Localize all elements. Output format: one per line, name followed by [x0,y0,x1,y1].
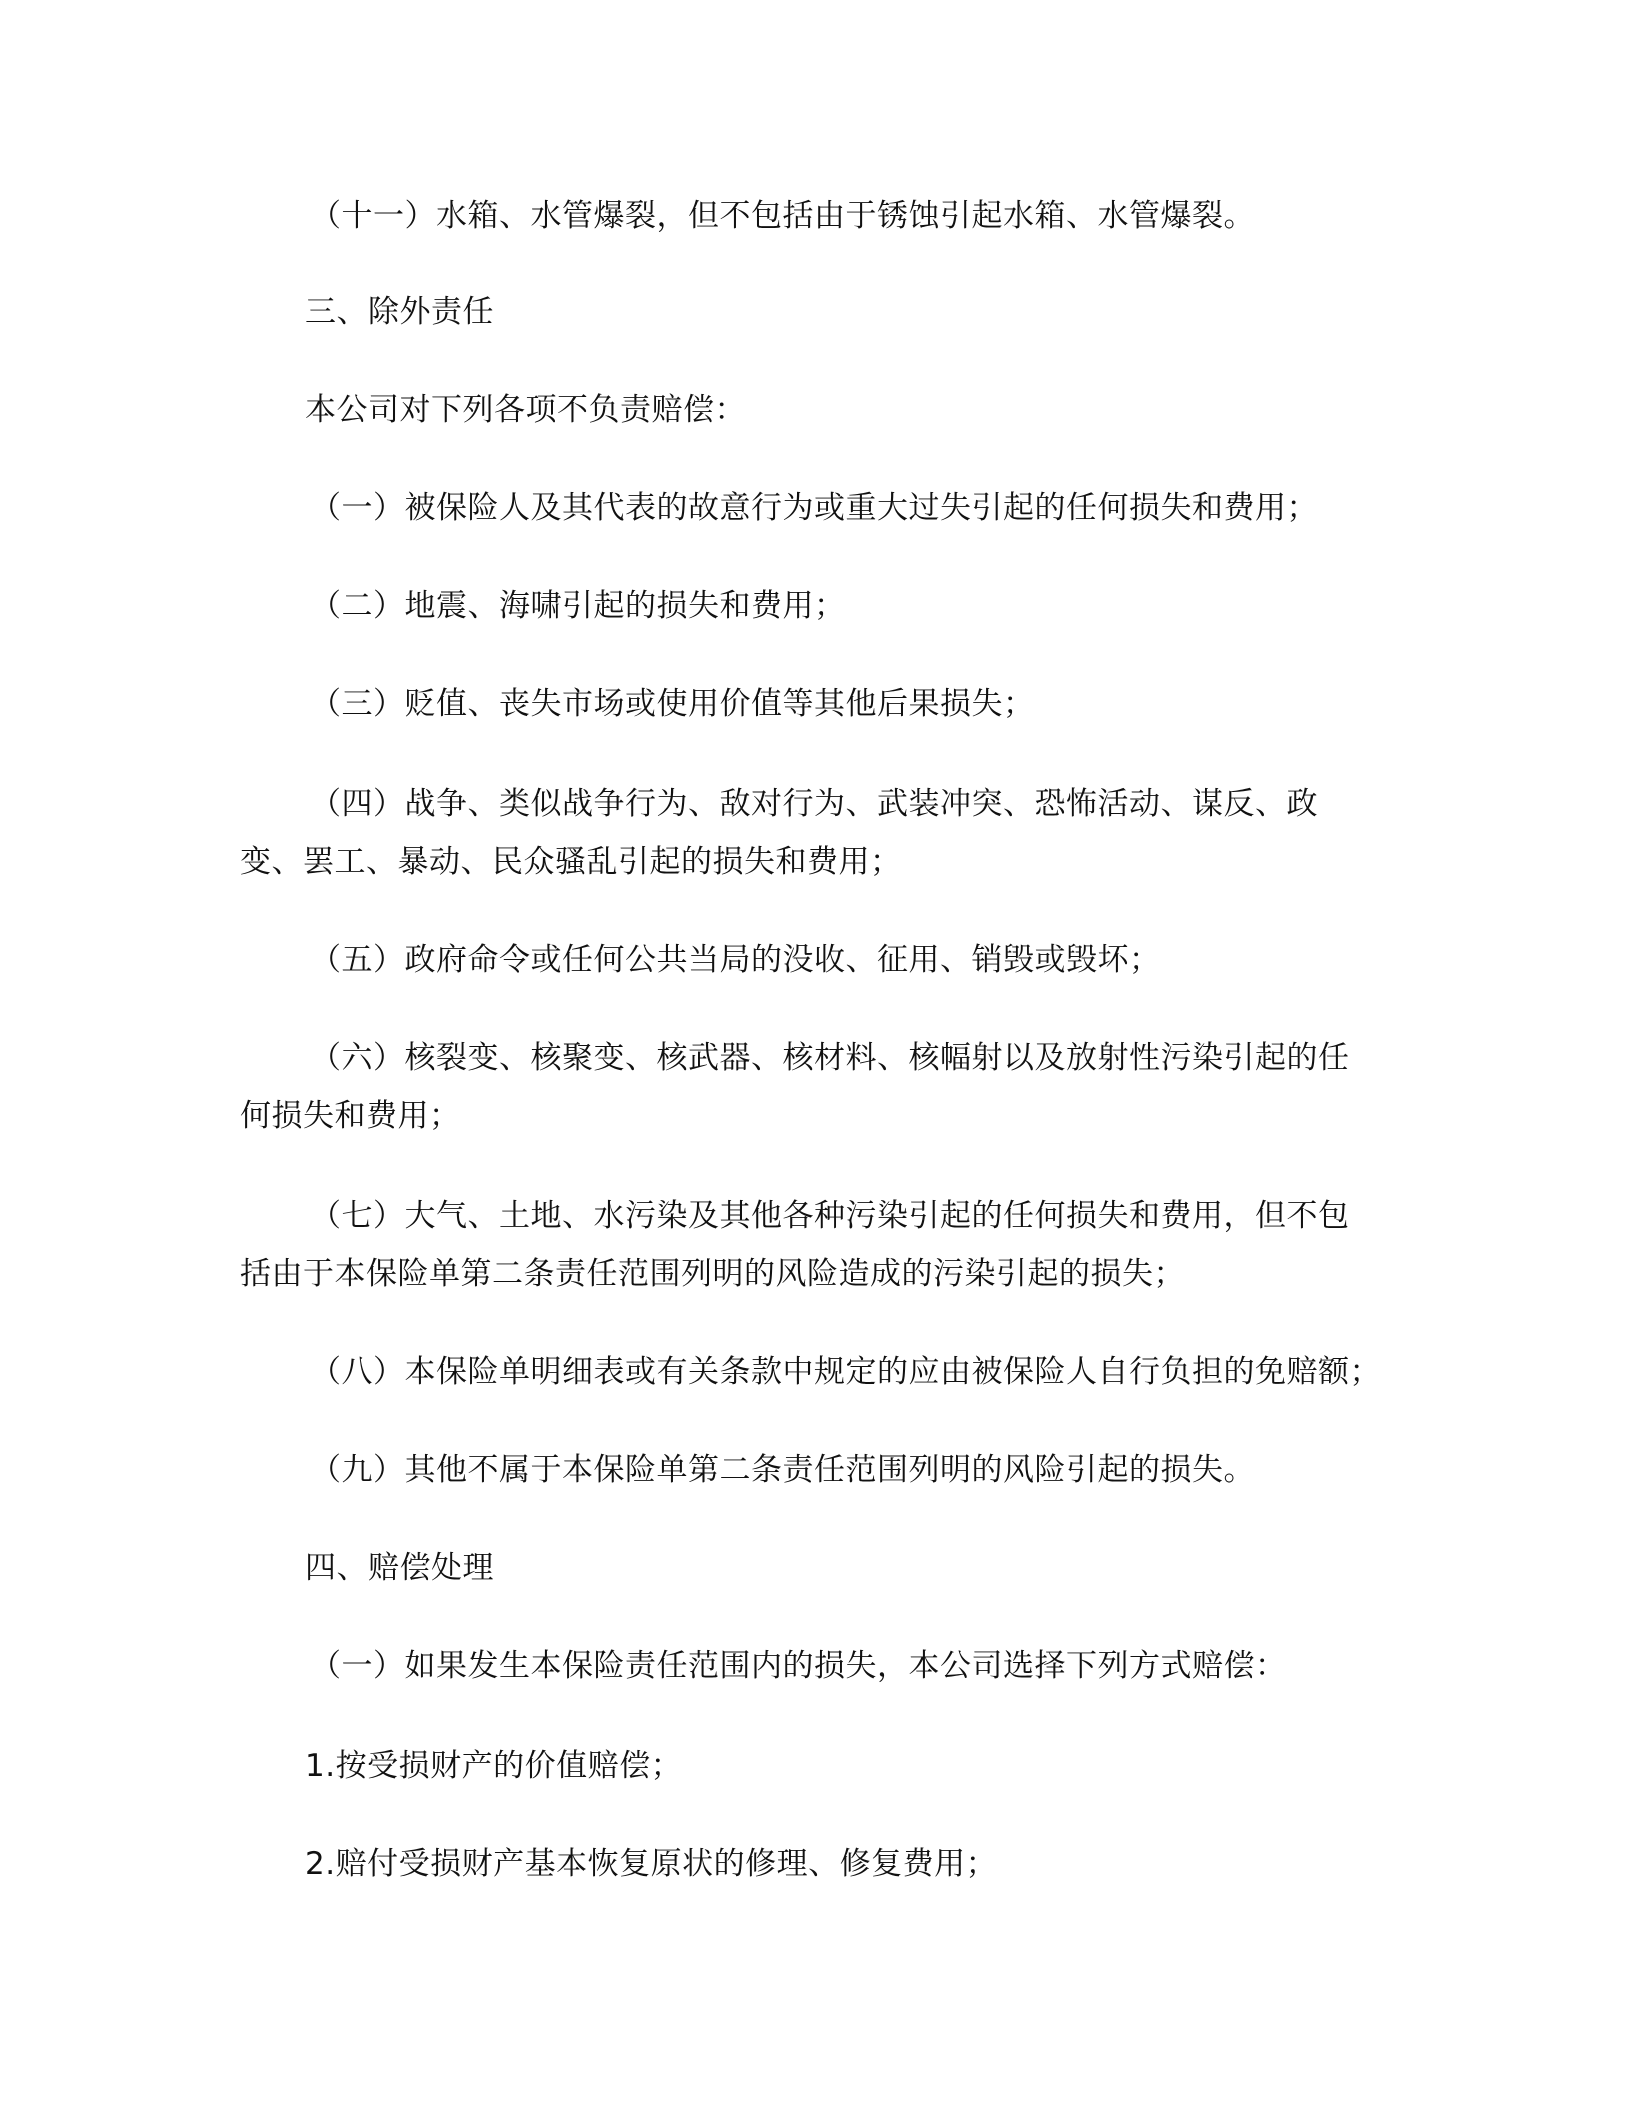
claims-subitem-1: 1.按受损财产的价值赔偿； [305,1748,683,1784]
exclusion-item-4-line1: （四）战争、类似战争行为、敌对行为、武装冲突、恐怖活动、谋反、政 [310,786,1318,822]
exclusion-item-6-line1: （六）核裂变、核聚变、核武器、核材料、核幅射以及放射性污染引起的任 [310,1040,1350,1076]
section-heading-exclusions: 三、除外责任 [305,294,494,330]
exclusion-item-2: （二）地震、海啸引起的损失和费用； [310,588,846,624]
clause-eleven-text: （十一）水箱、水管爆裂，但不包括由于锈蚀引起水箱、水管爆裂。 [310,198,1255,234]
claims-item-1: （一）如果发生本保险责任范围内的损失，本公司选择下列方式赔偿： [310,1648,1287,1684]
exclusion-item-3: （三）贬值、丧失市场或使用价值等其他后果损失； [310,686,1035,722]
exclusion-item-7-line2: 括由于本保险单第二条责任范围列明的风险造成的污染引起的损失； [240,1256,1185,1292]
exclusion-item-4-line2: 变、罢工、暴动、民众骚乱引起的损失和费用； [240,844,902,880]
section-heading-claims: 四、赔偿处理 [305,1550,494,1586]
exclusion-item-6-line2: 何损失和费用； [240,1098,461,1134]
claims-subitem-2: 2.赔付受损财产基本恢复原状的修理、修复费用； [305,1846,998,1882]
exclusion-item-9: （九）其他不属于本保险单第二条责任范围列明的风险引起的损失。 [310,1452,1255,1488]
exclusion-item-5: （五）政府命令或任何公共当局的没收、征用、销毁或毁坏； [310,942,1161,978]
exclusion-item-1: （一）被保险人及其代表的故意行为或重大过失引起的任何损失和费用； [310,490,1318,526]
exclusions-intro-text: 本公司对下列各项不负责赔偿： [305,392,746,428]
exclusion-item-8: （八）本保险单明细表或有关条款中规定的应由被保险人自行负担的免赔额； [310,1354,1381,1390]
exclusion-item-7-line1: （七）大气、土地、水污染及其他各种污染引起的任何损失和费用，但不包 [310,1198,1350,1234]
